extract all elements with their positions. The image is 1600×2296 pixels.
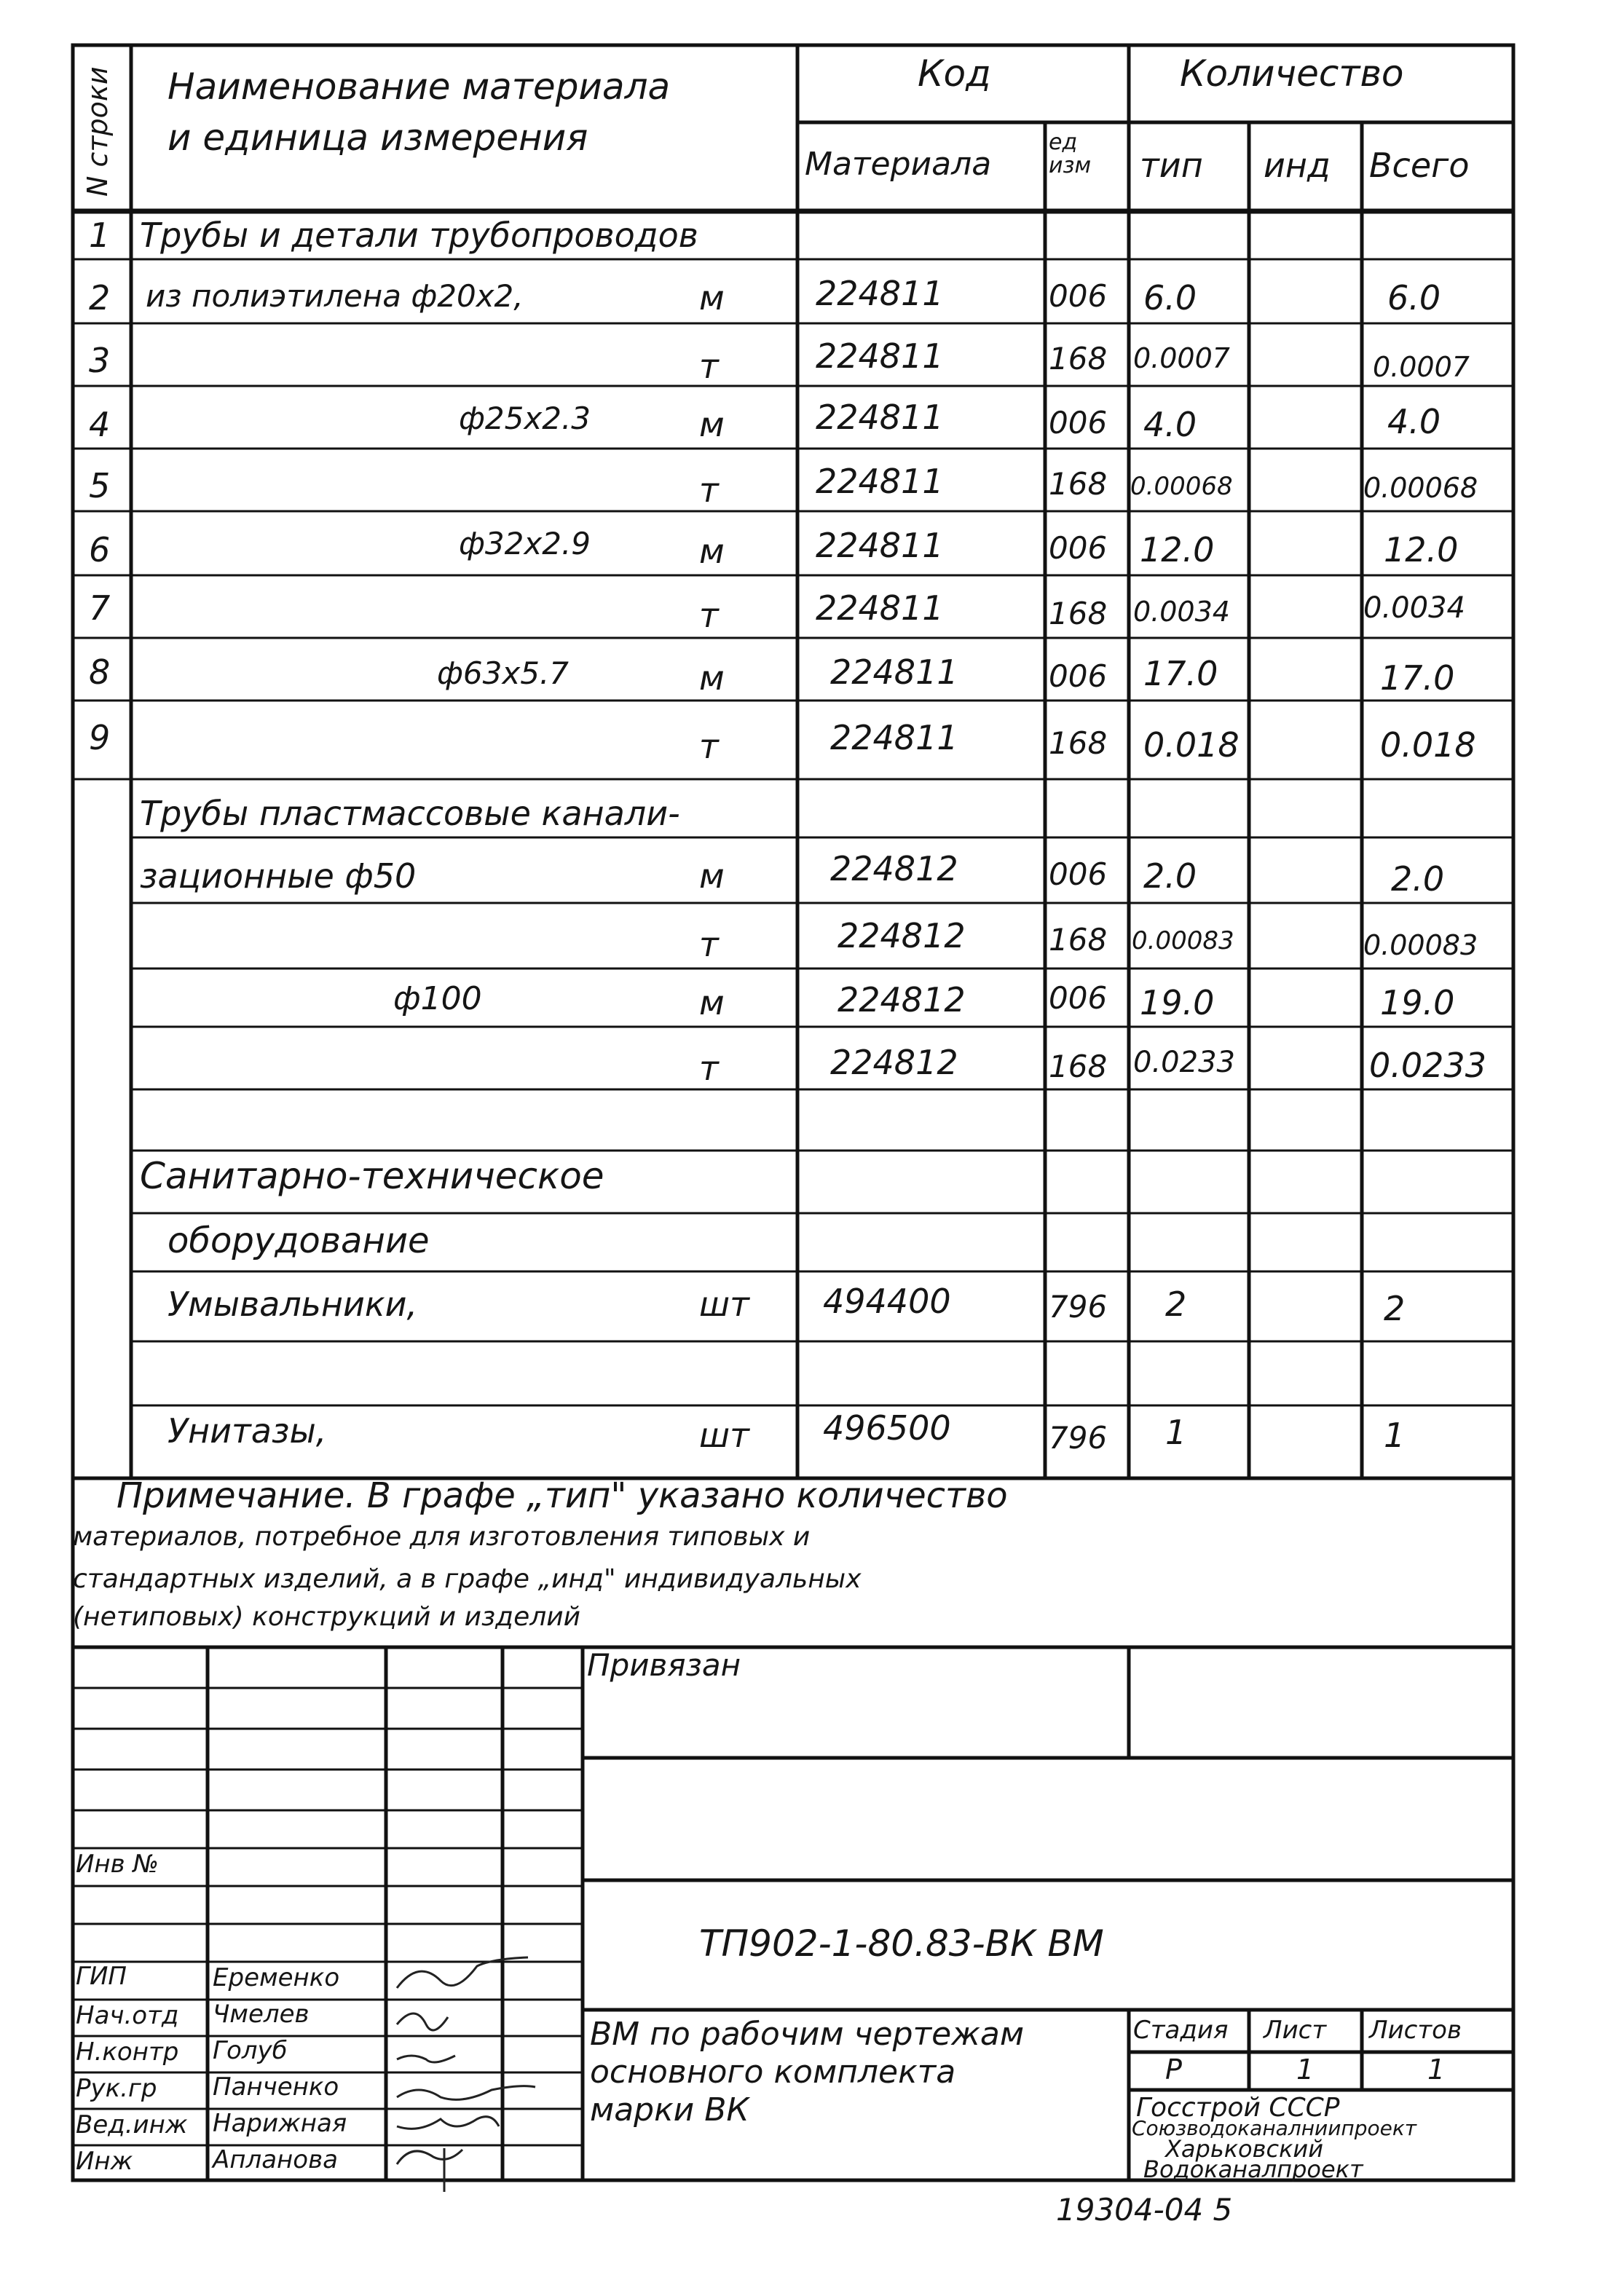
row-3-unit: т	[699, 347, 719, 386]
row-11-ucode: 006	[1049, 856, 1108, 892]
header-quantity: Количество	[1180, 52, 1404, 95]
staff-name-2: Чмелев	[213, 2000, 310, 2029]
staff-role-2: Нач.отд	[76, 2001, 179, 2030]
row-5-total: 0.00068	[1363, 472, 1478, 504]
row-3-total: 0.0007	[1373, 351, 1470, 383]
row-11-unit: м	[699, 856, 725, 896]
row-2-total: 6.0	[1387, 278, 1441, 317]
row-6-total: 12.0	[1384, 530, 1459, 569]
row-3-typ: 0.0007	[1133, 342, 1230, 374]
row-4-name: ф25х2.3	[459, 401, 591, 436]
row-13-ucode: 006	[1049, 980, 1108, 1016]
row-4-n: 4	[89, 405, 111, 444]
staff-name-3: Голуб	[213, 2036, 288, 2065]
row-11-total: 2.0	[1391, 859, 1445, 899]
row-13-total: 19.0	[1380, 983, 1455, 1022]
row-20-name: Унитазы,	[168, 1411, 327, 1451]
row-3-ucode: 168	[1049, 341, 1108, 376]
row-2-unit: м	[699, 278, 725, 317]
row-5-ucode: 168	[1049, 466, 1108, 502]
organization-line-2: Союзводоканалниипроект	[1132, 2116, 1417, 2140]
row-11-name: зационные ф50	[140, 856, 417, 896]
staff-role-3: Н.контр	[76, 2037, 179, 2067]
row-7-code: 224811	[816, 588, 944, 628]
row-4-ucode: 006	[1049, 405, 1108, 441]
row-2-typ: 6.0	[1143, 278, 1197, 317]
row-20-total: 1	[1384, 1416, 1406, 1455]
row-1-name: Трубы и детали трубопроводов	[140, 216, 698, 255]
row-1-n: 1	[89, 216, 111, 255]
row-13-name: ф100	[393, 980, 482, 1017]
staff-role-5: Вед.инж	[76, 2110, 188, 2139]
row-4-total: 4.0	[1387, 402, 1441, 441]
note-line-4: (нетиповых) конструкций и изделий	[73, 1602, 581, 1632]
row-8-total: 17.0	[1380, 658, 1455, 698]
row-18-name: Умывальники,	[168, 1285, 418, 1324]
row-20-unit: шт	[699, 1416, 749, 1455]
staff-name-4: Панченко	[213, 2072, 339, 2102]
row-7-unit: т	[699, 596, 719, 635]
row-5-typ: 0.00068	[1130, 472, 1233, 501]
staff-role-4: Рук.гр	[76, 2074, 157, 2103]
row-7-typ: 0.0034	[1133, 596, 1230, 628]
header-row-number: N строки	[82, 66, 114, 197]
stage-value: Р	[1165, 2054, 1182, 2086]
sheets-label: Листов	[1369, 2016, 1462, 2045]
note-line-3: стандартных изделий, а в графе „инд" индивидуальных	[73, 1564, 862, 1594]
row-3-code: 224811	[816, 336, 944, 376]
privyazan-label: Привязан	[587, 1647, 741, 1683]
row-7-n: 7	[89, 588, 111, 628]
row-20-typ: 1	[1165, 1413, 1187, 1452]
row-18-unit: шт	[699, 1285, 749, 1324]
row-10-name: Трубы пластмассовые канали-	[140, 794, 680, 833]
row-18-ucode: 796	[1049, 1289, 1108, 1325]
row-14-ucode: 168	[1049, 1049, 1108, 1084]
row-18-code: 494400	[823, 1282, 951, 1321]
row-16-name: Санитарно-техническое	[140, 1155, 604, 1197]
row-5-code: 224811	[816, 462, 944, 501]
row-6-ucode: 006	[1049, 530, 1108, 566]
document-code: ТП902-1-80.83-ВК ВМ	[699, 1922, 1104, 1965]
row-18-typ: 2	[1165, 1285, 1187, 1324]
header-ind: инд	[1264, 146, 1331, 185]
header-code: Код	[918, 52, 991, 95]
row-12-typ: 0.00083	[1132, 926, 1234, 955]
row-6-code: 224811	[816, 526, 944, 565]
row-13-code: 224812	[838, 980, 966, 1019]
row-9-n: 9	[89, 718, 111, 757]
sheets-value: 1	[1427, 2054, 1446, 2086]
description-line-2: основного комплекта	[590, 2054, 956, 2091]
row-9-typ: 0.018	[1143, 725, 1240, 765]
row-7-ucode: 168	[1049, 596, 1108, 631]
row-12-code: 224812	[838, 916, 966, 955]
staff-name-6: Апланова	[213, 2145, 338, 2174]
organization-line-3: Харьковский	[1165, 2135, 1323, 2163]
organization-line-1: Госстрой СССР	[1136, 2093, 1340, 2123]
row-12-unit: т	[699, 925, 719, 964]
row-3-n: 3	[89, 341, 111, 380]
row-13-typ: 19.0	[1140, 983, 1215, 1022]
row-4-typ: 4.0	[1143, 405, 1197, 444]
row-14-code: 224812	[830, 1043, 958, 1082]
row-20-code: 496500	[823, 1408, 951, 1448]
header-name-line1: Наименование материала	[168, 66, 671, 108]
row-8-n: 8	[89, 652, 111, 692]
organization-line-4: Водоканалпроект	[1143, 2155, 1363, 2183]
row-9-total: 0.018	[1380, 725, 1476, 765]
row-6-name: ф32х2.9	[459, 526, 591, 561]
row-4-code: 224811	[816, 398, 944, 437]
row-9-unit: т	[699, 727, 719, 766]
staff-role-6: Инж	[76, 2147, 133, 2176]
row-8-unit: м	[699, 658, 725, 698]
archive-number: 19304-04 5	[1056, 2192, 1233, 2228]
row-4-unit: м	[699, 405, 725, 444]
row-14-typ: 0.0233	[1133, 1046, 1235, 1079]
note-line-1: Примечание. В графе „тип" указано количество	[117, 1475, 1008, 1516]
row-8-code: 224811	[830, 652, 958, 692]
staff-name-1: Еременко	[213, 1963, 340, 1992]
row-14-total: 0.0233	[1369, 1046, 1486, 1085]
row-6-n: 6	[89, 530, 111, 569]
description-line-1: ВМ по рабочим чертежам	[590, 2016, 1025, 2053]
row-11-typ: 2.0	[1143, 856, 1197, 896]
row-18-total: 2	[1384, 1289, 1406, 1328]
header-unit-code: ед изм	[1049, 130, 1092, 178]
row-8-ucode: 006	[1049, 658, 1108, 694]
row-17-name: оборудование	[168, 1220, 430, 1261]
row-13-unit: м	[699, 983, 725, 1022]
row-8-typ: 17.0	[1143, 654, 1218, 693]
header-total: Всего	[1369, 146, 1470, 185]
row-2-ucode: 006	[1049, 278, 1108, 314]
sheet-label: Лист	[1264, 2016, 1327, 2045]
row-7-total: 0.0034	[1363, 591, 1465, 625]
note-line-2: материалов, потребное для изготовления типовых и	[73, 1522, 811, 1552]
stage-label: Стадия	[1133, 2016, 1229, 2045]
row-14-unit: т	[699, 1049, 719, 1088]
row-2-code: 224811	[816, 274, 944, 313]
row-5-unit: т	[699, 470, 719, 510]
row-12-ucode: 168	[1049, 922, 1108, 958]
row-5-n: 5	[89, 466, 111, 505]
row-9-ucode: 168	[1049, 725, 1108, 761]
header-typ: тип	[1140, 146, 1203, 185]
row-20-ucode: 796	[1049, 1420, 1108, 1456]
staff-role-1: ГИП	[76, 1962, 127, 1991]
sheet-value: 1	[1296, 2054, 1315, 2086]
header-material: Материала	[805, 146, 992, 183]
row-2-name: из полиэтилена ф20х2,	[146, 278, 524, 314]
row-2-n: 2	[89, 278, 111, 317]
staff-name-5: Нарижная	[213, 2109, 347, 2138]
header-name-line2: и единица измерения	[168, 117, 588, 159]
row-6-typ: 12.0	[1140, 530, 1215, 569]
row-11-code: 224812	[830, 849, 958, 888]
row-9-code: 224811	[830, 718, 958, 757]
inventory-number-label: Инв №	[76, 1850, 159, 1879]
row-12-total: 0.00083	[1363, 929, 1478, 961]
row-8-name: ф63х5.7	[437, 655, 570, 691]
description-line-3: марки ВК	[590, 2091, 749, 2129]
row-6-unit: м	[699, 532, 725, 571]
